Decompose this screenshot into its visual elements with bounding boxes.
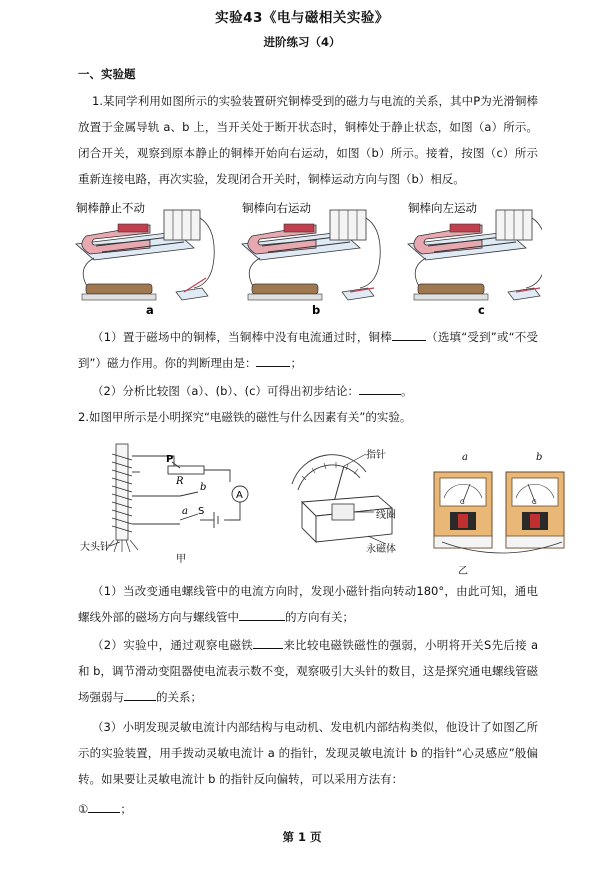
- q2-sub1-text-b: 的方向有关；: [285, 610, 354, 624]
- ammeter-label: A: [236, 490, 243, 501]
- page-subtitle: 进阶练习（4）: [263, 35, 341, 49]
- label-a-contact: a: [182, 506, 188, 517]
- question-1-sub1: [78, 324, 538, 376]
- q2-answer-blank-1[interactable]: [239, 608, 285, 621]
- question-1-body: 1.某同学利用如图所示的实验装置研究铜棒受到的磁力与电流的关系，其中P为光滑铜棒放置于金属导轨 a、b 上，当开关处于断开状态时，铜棒处于静止状态，如图（a）所示。闭合开关，观察到原本静止的铜棒开始向右运动，如图（b）所示。接着，按图（c）所示重新连接电路，再次实验，发现闭合开关时，铜棒运动方向与图（b）相反。: [78, 94, 538, 186]
- question-2-sub1: [78, 578, 538, 630]
- meter-a-label: a: [462, 452, 468, 463]
- q1-answer-blank-2[interactable]: [256, 354, 290, 367]
- q2-sub3-text: （3）小明发现灵敏电流计内部结构与电动机、发电机内部结构类似，他设计了如图乙所示的实验装置，用手拨动灵敏电流计 a 的指针，发现灵敏电流计 b 的指针“心灵感应”般偏转。如果要让灵敏电流计 b 的指针反向偏转，可以采用方法有：: [78, 720, 538, 786]
- g-label-a: G: [460, 499, 465, 506]
- pointer-label: 指针: [366, 450, 386, 461]
- q2-sub2-text-c: 的关系；: [156, 690, 202, 704]
- figure-jia: [80, 440, 280, 566]
- q1-sub1-end: ；: [290, 356, 302, 370]
- label-s: S: [198, 506, 205, 517]
- coil-label: 线圈: [376, 510, 396, 521]
- question-2-body: 2.如图甲所示是小明探究“电磁铁的磁性与什么因素有关”的实验。: [78, 410, 412, 424]
- apparatus-b: [242, 201, 380, 300]
- q2-sub1-text-a: （1）当改变通电螺线管中的电流方向时，发现小磁针指向转动180°，由此可知，通电螺线外部的磁场方向与螺线管中: [78, 584, 538, 624]
- label-p: P: [166, 454, 174, 465]
- q2-answer-blank-2[interactable]: [253, 636, 283, 649]
- galvanometer-a: [434, 472, 492, 548]
- meter-b-label: b: [536, 452, 543, 463]
- question-2-text: [78, 404, 538, 430]
- caption-c: 铜棒向左运动: [408, 201, 477, 215]
- q2-sub2-text-a: （2）实验中，通过观察电磁铁: [92, 638, 254, 652]
- page-footer: 第 1 页: [282, 830, 322, 844]
- apparatus-a: [76, 201, 214, 300]
- q2-answer-blank-4[interactable]: [88, 800, 120, 813]
- label-b-contact: b: [200, 482, 207, 493]
- question-2-sub3-item: [78, 796, 538, 822]
- question-1-sub2: [78, 378, 538, 404]
- q2-answer-blank-3[interactable]: [124, 688, 156, 701]
- q1-sub1-text-a: （1）置于磁场中的铜棒，当铜棒中没有电流通过时，铜棒: [92, 330, 392, 344]
- galvanometer-b: [506, 472, 564, 548]
- g-label-b: G: [532, 499, 537, 506]
- q1-sub2-end: 。: [400, 384, 413, 398]
- page-title: 实验43《电与磁相关实验》: [215, 10, 389, 26]
- question-2-sub2: [78, 632, 538, 710]
- q1-answer-blank-3[interactable]: [359, 382, 401, 395]
- q2-sub2-text-b: 来比较电磁铁磁性的强弱，小明将开关S先后接 a 和 b，调节滑动变阻器使电流表示数不变，观察吸引大头针的数目，这是探究通电螺线管磁场强弱与: [78, 638, 538, 704]
- label-c: c: [478, 303, 485, 317]
- label-a: a: [146, 303, 154, 317]
- apparatus-c: [408, 201, 542, 300]
- caption-b: 铜棒向右运动: [242, 201, 311, 215]
- magnet-label: 永磁体: [366, 544, 396, 555]
- question-1-figure: [72, 196, 542, 320]
- circled-one: ①: [78, 802, 89, 816]
- caption-a: 铜棒静止不动: [76, 201, 145, 215]
- q1-sub2-text: （2）分析比较图（a）、(b）、(c）可得出初步结论：: [92, 384, 359, 398]
- label-r: R: [176, 476, 184, 487]
- question-2-sub3: [78, 714, 538, 792]
- q1-answer-blank-1[interactable]: [392, 328, 426, 341]
- label-b: b: [312, 303, 321, 317]
- pins-label: 大头针: [80, 542, 110, 553]
- figure-yi-label: 乙: [458, 566, 468, 577]
- section-heading: 一、实验题: [78, 67, 136, 81]
- q2-sub3-item-end: ；: [120, 802, 132, 816]
- q1-sub1-text-b: （选填“受到”或“不受到”）磁力作用。你的判断理由是：: [78, 330, 538, 370]
- figure-yi-galvanometers: [430, 466, 566, 556]
- question-1-text: [78, 88, 538, 192]
- figure-jia-label: 甲: [176, 554, 186, 565]
